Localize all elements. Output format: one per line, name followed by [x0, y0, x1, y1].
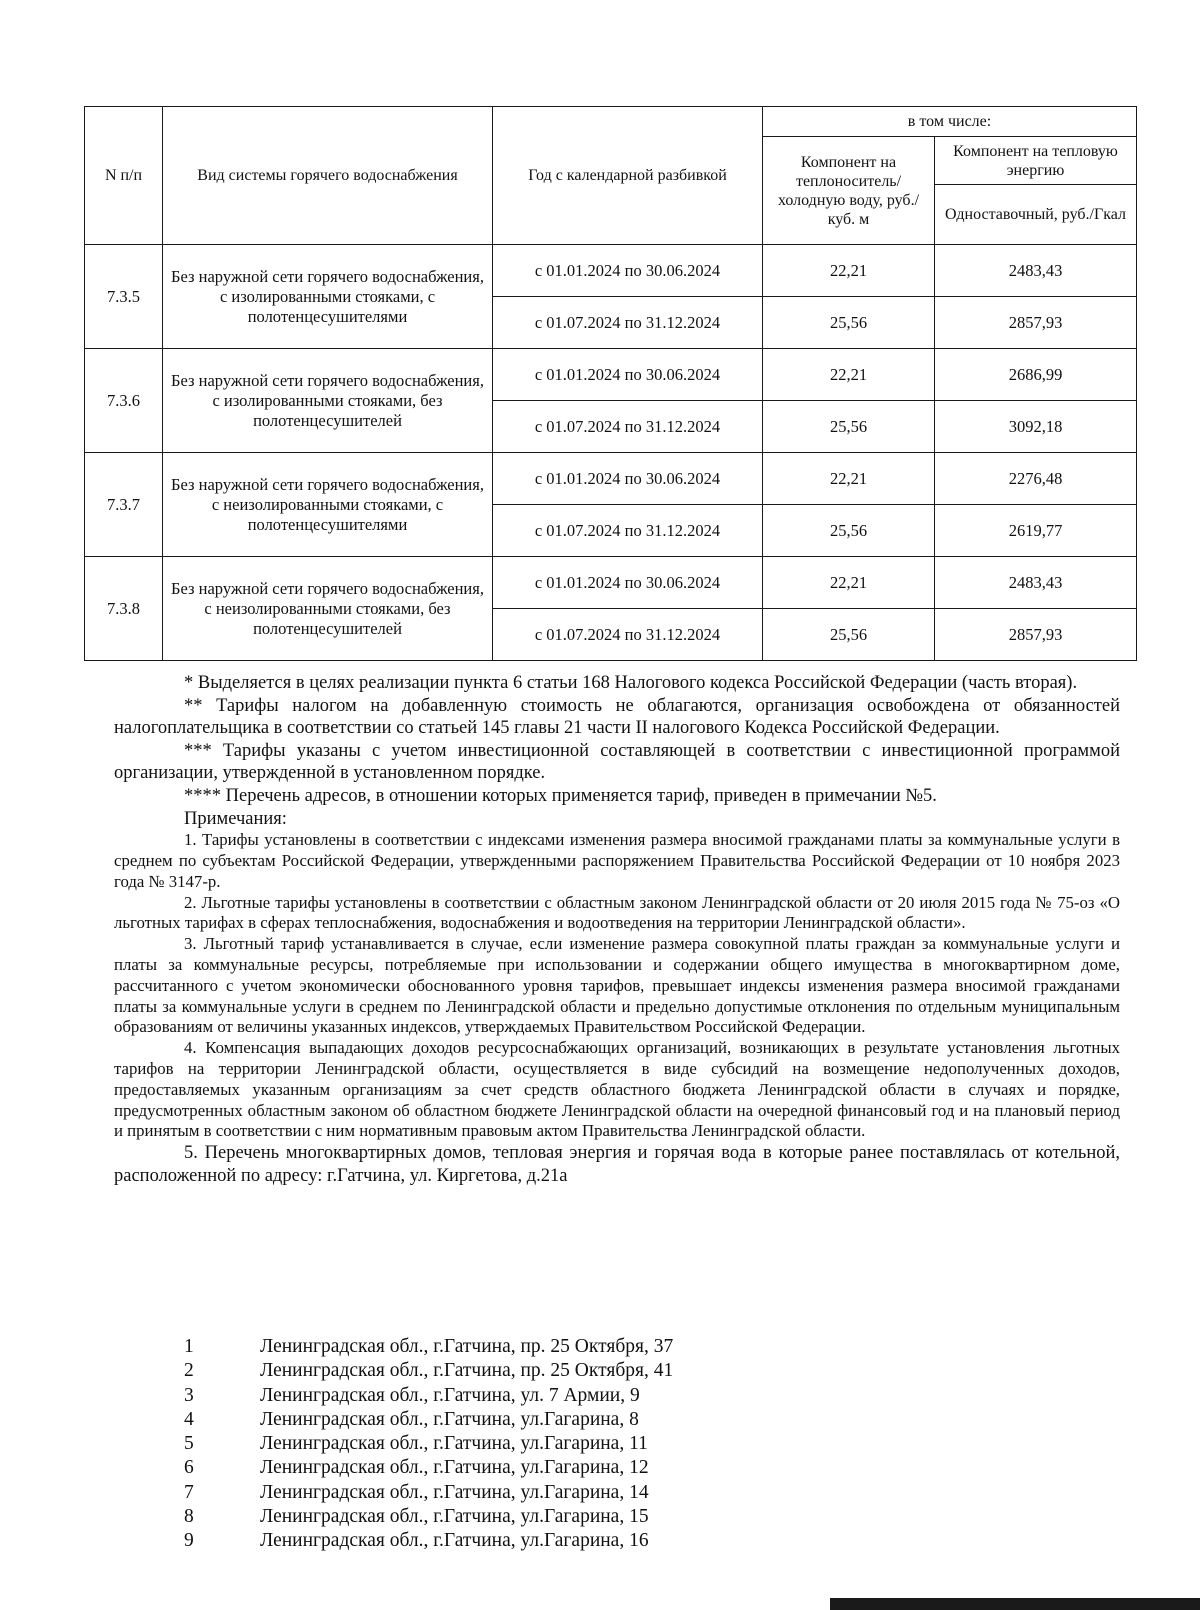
row-description: Без наружной сети горячего водоснабжения, с неизолированными стояками, без полотенцесушителей [163, 557, 493, 661]
heat-value: 2483,43 [935, 245, 1137, 297]
table-row [85, 557, 1137, 609]
row-number: 7.3.6 [85, 349, 163, 453]
footnote: ** Тарифы налогом на добавленную стоимость не облагаются, организация освобождена от обязанностей налогоплательщика в соответствии со статьей 145 главы 21 части II налогового Кодекса Российской Федерации. [114, 695, 1120, 739]
period-cell: с 01.01.2024 по 30.06.2024 [493, 349, 763, 401]
table-row [85, 349, 1137, 401]
period-cell: с 01.01.2024 по 30.06.2024 [493, 245, 763, 297]
row-description: Без наружной сети горячего водоснабжения, с изолированными стояками, без полотенцесушителей [163, 349, 493, 453]
header-num: N п/п [85, 107, 163, 245]
water-value: 22,21 [763, 245, 935, 297]
note-paragraph: 4. Компенсация выпадающих доходов ресурсоснабжающих организаций, возникающих в результате установления льготных тарифов на территории Ленинградской области, осуществляется в виде субсидий на возмещение недополученных доходов, предоставляемых указанным организациям за счет средств областного бюджета Ленинградской области в случаях и порядке, предусмотренных областным законом об областном бюджете Ленинградской области на очередной финансовый год и на плановый период и принятым в соответствии с ним нормативным правовым актом Правительства Ленинградской области. [114, 1038, 1120, 1141]
row-description: Без наружной сети горячего водоснабжения, с изолированными стояками, с полотенцесушителями [163, 245, 493, 349]
list-item [184, 1359, 673, 1383]
heat-value: 2276,48 [935, 453, 1137, 505]
heat-value: 2857,93 [935, 297, 1137, 349]
period-cell: с 01.01.2024 по 30.06.2024 [493, 453, 763, 505]
heat-value: 3092,18 [935, 401, 1137, 453]
header-system: Вид системы горячего водоснабжения [163, 107, 493, 245]
address-text: Ленинградская обл., г.Гатчина, ул.Гагарина, 11 [260, 1433, 648, 1455]
address-text: Ленинградская обл., г.Гатчина, пр. 25 Октября, 41 [260, 1360, 674, 1382]
water-value: 25,56 [763, 505, 935, 557]
note-paragraph: 1. Тарифы установлены в соответствии с индексами изменения размера вносимой гражданами платы за коммунальные услуги в среднем по субъектам Российской Федерации, утвержденными распоряжением Правительства Российской Федерации от 10 ноября 2023 года № 3147-р. [114, 830, 1120, 891]
note-paragraph: 2. Льготные тарифы установлены в соответствии с областным законом Ленинградской области от 20 июля 2015 года № 75-оз «О льготных тарифах в сферах теплоснабжения, водоснабжения и водоотведения на территории Ленинградской области». [114, 892, 1120, 933]
water-value: 25,56 [763, 401, 935, 453]
row-number: 7.3.8 [85, 557, 163, 661]
row-number: 7.3.5 [85, 245, 163, 349]
water-value: 22,21 [763, 349, 935, 401]
footnote: **** Перечень адресов, в отношении которых применяется тариф, приведен в примечании №5. [184, 785, 937, 806]
address-text: Ленинградская обл., г.Гатчина, ул.Гагарина, 14 [260, 1481, 649, 1503]
address-number: 5 [184, 1433, 194, 1455]
address-list [184, 1335, 673, 1554]
address-number: 2 [184, 1360, 194, 1382]
list-item [184, 1384, 673, 1408]
address-number: 4 [184, 1408, 194, 1430]
list-item [184, 1408, 673, 1432]
note-paragraph: 3. Льготный тариф устанавливается в случае, если изменение размера совокупной платы граждан за коммунальные услуги и платы за коммунальные ресурсы, потребляемые при использовании и содержании общего имущества в многоквартирном доме, рассчитанного с учетом экономически обоснованного уровня тарифов, превышает индексы изменения размера вносимой гражданами платы за коммунальные услуги в среднем по Ленинградской области и предельно допустимые отклонения по отдельным муниципальным образованиям от величины указанных индексов, утверждаемых Правительством Российской Федерации. [114, 934, 1120, 1037]
list-item [184, 1505, 673, 1529]
notes-section [114, 672, 1120, 1187]
row-number: 7.3.7 [85, 453, 163, 557]
period-cell: с 01.07.2024 по 31.12.2024 [493, 505, 763, 557]
address-text: Ленинградская обл., г.Гатчина, пр. 25 Октября, 37 [260, 1336, 674, 1357]
address-text: Ленинградская обл., г.Гатчина, ул.Гагарина, 12 [260, 1457, 649, 1479]
list-item [184, 1432, 673, 1456]
address-number: 9 [184, 1530, 194, 1552]
header-cold-water: Компонент на теплоноситель/ холодную воду, руб./куб. м [763, 137, 935, 245]
header-thermal: Компонент на тепловую энергию [935, 137, 1137, 185]
heat-value: 2483,43 [935, 557, 1137, 609]
list-item [184, 1481, 673, 1505]
heat-value: 2619,77 [935, 505, 1137, 557]
water-value: 25,56 [763, 297, 935, 349]
list-item [184, 1529, 673, 1553]
address-number: 6 [184, 1457, 194, 1479]
water-value: 22,21 [763, 557, 935, 609]
address-text: Ленинградская обл., г.Гатчина, ул. 7 Армии, 9 [260, 1384, 640, 1406]
address-number: 3 [184, 1384, 194, 1406]
table-row [85, 453, 1137, 505]
heat-value: 2857,93 [935, 609, 1137, 661]
period-cell: с 01.07.2024 по 31.12.2024 [493, 297, 763, 349]
list-item [184, 1335, 673, 1359]
period-cell: с 01.01.2024 по 30.06.2024 [493, 557, 763, 609]
period-cell: с 01.07.2024 по 31.12.2024 [493, 609, 763, 661]
address-number: 8 [184, 1506, 194, 1528]
footnote: *** Тарифы указаны с учетом инвестиционной составляющей в соответствии с инвестиционной программой организации, утвержденной в установленном порядке. [114, 740, 1120, 784]
address-number: 7 [184, 1481, 194, 1503]
header-single-rate: Одноставочный, руб./Гкал [935, 185, 1137, 245]
water-value: 22,21 [763, 453, 935, 505]
heat-value: 2686,99 [935, 349, 1137, 401]
header-period: Год с календарной разбивкой [493, 107, 763, 245]
address-text: Ленинградская обл., г.Гатчина, ул.Гагарина, 16 [260, 1530, 649, 1552]
water-value: 25,56 [763, 609, 935, 661]
row-description: Без наружной сети горячего водоснабжения, с неизолированными стояками, с полотенцесушителями [163, 453, 493, 557]
list-item [184, 1456, 673, 1480]
header-including: в том числе: [763, 107, 1137, 137]
tariff-table [84, 106, 1137, 661]
address-number: 1 [184, 1336, 194, 1357]
period-cell: с 01.07.2024 по 31.12.2024 [493, 401, 763, 453]
table-row [85, 245, 1137, 297]
address-text: Ленинградская обл., г.Гатчина, ул.Гагарина, 8 [260, 1408, 639, 1430]
address-text: Ленинградская обл., г.Гатчина, ул.Гагарина, 15 [260, 1506, 649, 1528]
footnote: * Выделяется в целях реализации пункта 6 статьи 168 Налогового кодекса Российской Федерации (часть вторая). [184, 673, 1078, 693]
scan-edge-artifact [830, 1598, 1200, 1610]
note-paragraph: 5. Перечень многоквартирных домов, тепловая энергия и горячая вода в которые ранее поставлялась от котельной, расположенной по адресу: г.Гатчина, ул. Киргетова, д.21а [114, 1143, 1120, 1186]
notes-title: Примечания: [184, 808, 287, 829]
